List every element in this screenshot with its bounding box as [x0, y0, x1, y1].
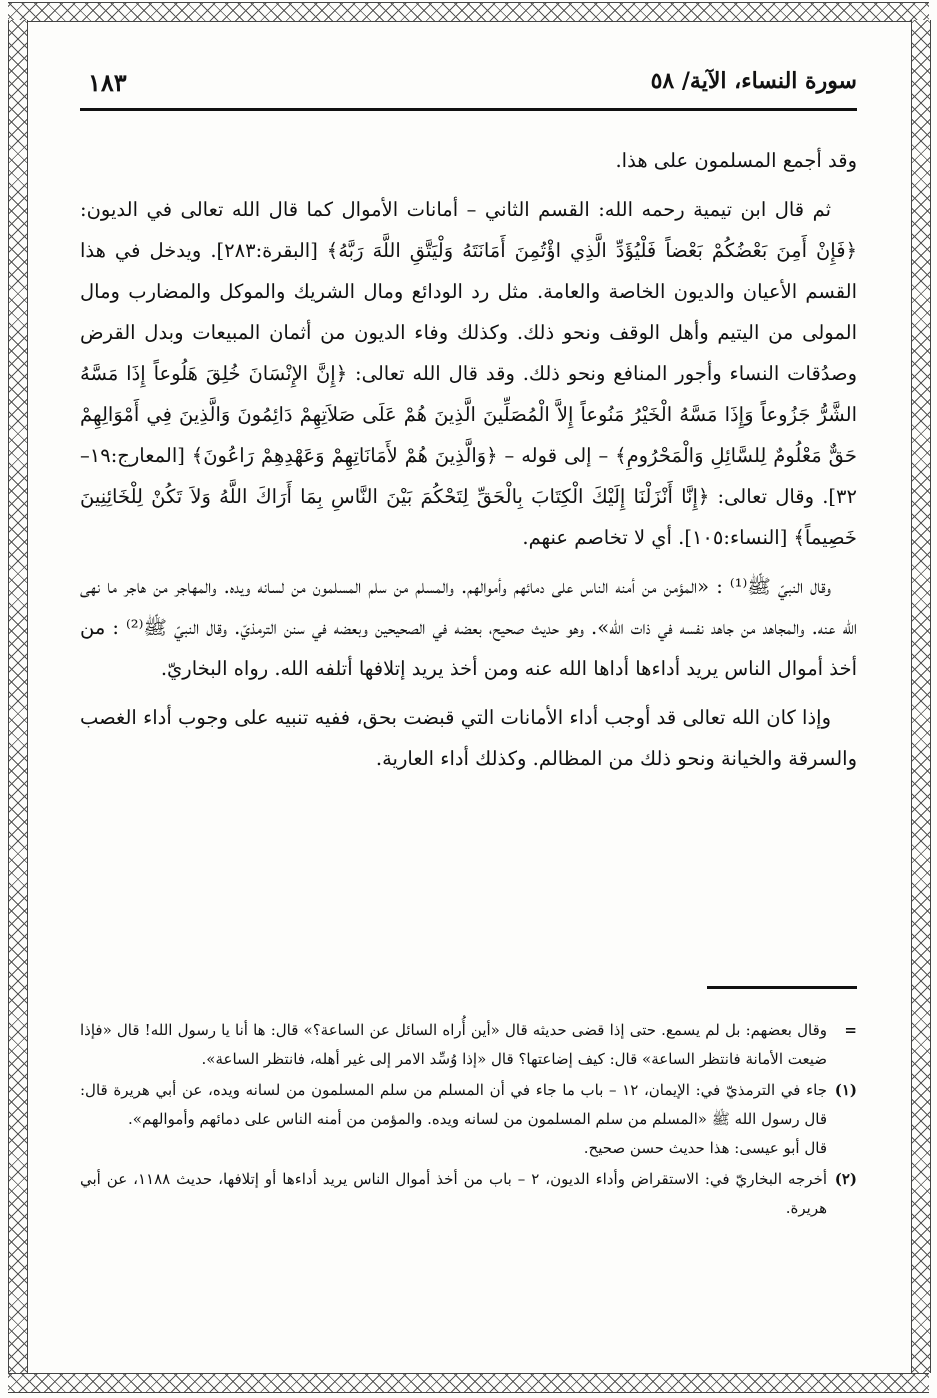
ornamental-border-right [911, 20, 931, 1373]
footnote-line: جاء في الترمذيّ في: الإيمان، ١٢ – باب ما جاء في أن المسلم من سلم المسلمون من لسانه ويده، عن أبي هريرة قال: قال رسول الله ﷺ «المسلم من سلم المسلمون من لسانه ويده. والمؤمن من أمنه الناس على دمائهم وأموالهم». [80, 1081, 827, 1128]
footnote-continued [80, 1016, 857, 1074]
main-text [80, 140, 857, 787]
footnote-line: أخرجه البخاريّ في: الاستقراض وأداء الديون، ٢ – باب من أخذ أموال الناس يريد أداءها أو إتلافها، حديث ١١٨٨، عن أبي هريرة. [80, 1170, 828, 1217]
ornamental-border-bottom [8, 1373, 929, 1393]
footnote-divider [707, 986, 857, 989]
footnote-marker: (٢) [834, 1170, 857, 1188]
footnote-marker: = [844, 1021, 857, 1039]
footnote-text [80, 1016, 827, 1074]
footnote-marker: (١) [834, 1081, 857, 1099]
footnote-1 [80, 1076, 857, 1163]
surah-verse-title: سورة النساء، الآية/ ٥٨ [650, 68, 857, 94]
ornamental-border-left [8, 20, 28, 1373]
footnote-line: وقال بعضهم: بل لم يسمع. حتى إذا قضى حديثه قال «أين أُراه السائل عن الساعة؟» قال: ها أنا يا رسول الله! قال «فإذا ضيعت الأمانة فانتظر الساعة» قال: كيف إضاعتها؟ قال «إذا وُسِّد الامر إلى غير أهله، فانتظر الساعة». [80, 1021, 827, 1068]
footnotes [80, 1016, 857, 1225]
ornamental-border-top [8, 2, 929, 22]
footnote-line: قال أبو عيسى: هذا حديث حسن صحيح. [583, 1139, 827, 1157]
paragraph: وإذا كان الله تعالى قد أوجب أداء الأمانات التي قبضت بحق، ففيه تنبيه على وجوب أداء الغصب والسرقة والخيانة ونحو ذلك من المظالم. وكذلك أداء العارية. [80, 706, 857, 770]
paragraph: وقد أجمع المسلمون على هذا. [615, 149, 857, 172]
footnote-text [80, 1165, 827, 1223]
paragraph: وقال النبيّ ﷺ⁽¹⁾ : «المؤمن من أمنه الناس على دمائهم وأموالهم. والمسلم من سلم المسلمون من لسانه ويده. والمهاجر من هاجر ما نهى الله عنه. والمجاهد من جاهد نفسه في ذات الله». وهو حديث صحيح، بعضه في الصحيحين وبعضه في سنن الترمذيّ. وقال النبيّ ﷺ⁽²⁾ : من أخذ أموال الناس يريد أداءها أداها الله عنه ومن أخذ يريد إتلافها أتلفه الله. رواه البخاريّ. [80, 575, 858, 680]
running-header [80, 68, 857, 111]
footnote-text [80, 1076, 827, 1163]
paragraph: ثم قال ابن تيمية رحمه الله: القسم الثاني – أمانات الأموال كما قال الله تعالى في الديون: ﴿فَإِنْ أَمِنَ بَعْضُكُمْ بَعْضاً فَلْيُؤَدِّ الَّذِي اؤْتُمِنَ أَمَانَتَهُ وَلْيَتَّقِ اللَّهَ رَبَّهُ﴾ [البقرة:٢٨٣]. ويدخل في هذا القسم الأعيان والديون الخاصة والعامة. مثل رد الودائع ومال الشريك والموكل والمضارب ومال المولى من اليتيم وأهل الوقف ونحو ذلك. وكذلك وفاء الديون من أثمان المبيعات وبدل القرض وصدُقات النساء وأجور المنافع ونحو ذلك. وقد قال الله تعالى: ﴿إِنَّ الإِنْسَانَ خُلِقَ هَلُوعاً إِذَا مَسَّهُ الشَّرُّ جَزُوعاً وَإِذَا مَسَّهُ الْخَيْرُ مَنُوعاً إِلاَّ الْمُصَلِّينَ الَّذِينَ هُمْ عَلَى صَلاَتِهِمْ دَائِمُونَ وَالَّذِينَ فِي أَمْوَالِهِمْ حَقٌّ مَعْلُومٌ لِلسَّائِلِ وَالْمَحْرُومِ﴾ – إلى قوله – ﴿وَالَّذِينَ هُمْ لأَمَانَاتِهِمْ وَعَهْدِهِمْ رَاعُونَ﴾ [المعارج:١٩–٣٢]. وقال تعالى: ﴿إِنَّا أَنْزَلْنَا إِلَيْكَ الْكِتَابَ بِالْحَقِّ لِتَحْكُمَ بَيْنَ النَّاسِ بِمَا أَرَاكَ اللَّهُ وَلاَ تَكُنْ لِلْخَائِنِينَ خَصِيماً﴾ [النساء:١٠٥]. أي لا تخاصم عنهم. [80, 198, 857, 549]
footnote-2 [80, 1165, 857, 1223]
page-number: ١٨٣ [88, 68, 127, 97]
